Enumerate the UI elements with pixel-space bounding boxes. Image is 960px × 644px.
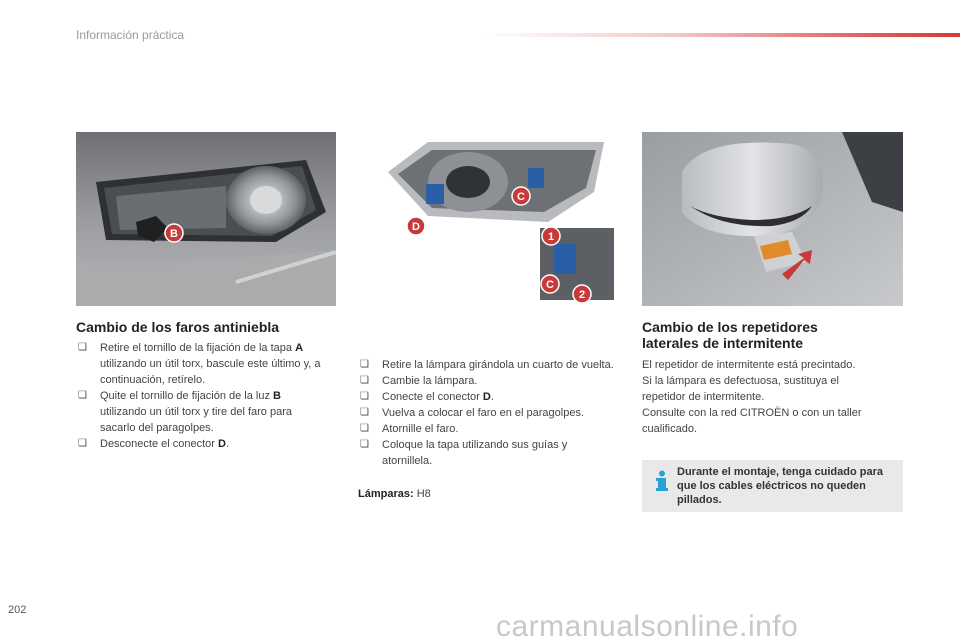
- side-mirror-photo: [642, 132, 903, 306]
- repeaters-paragraph: [642, 357, 904, 437]
- header-accent-bar: [480, 33, 960, 37]
- svg-text:D: D: [412, 221, 420, 233]
- list-item: ❑ Retire la lámpara girándola un cuarto de vuelta.: [360, 359, 614, 371]
- bullet-mark-icon: ❑: [360, 375, 369, 386]
- bullet-mark-icon: ❑: [78, 342, 87, 353]
- fog-light-photo: [76, 132, 336, 306]
- lamps-label: Lámparas:: [358, 488, 414, 500]
- list-item: ❑ Atornille el faro.: [360, 423, 459, 435]
- paragraph-line: Si la lámpara es defectuosa, sustituya el: [642, 375, 839, 387]
- bullet-mark-icon: ❑: [78, 390, 87, 401]
- bullet-mark-icon: ❑: [78, 438, 87, 449]
- note-text: Durante el montaje, tenga cuidado para que los cables eléctricos no queden pillados.: [677, 466, 883, 506]
- middle-steps-list: [358, 357, 618, 469]
- list-item: ❑ Vuelva a colocar el faro en el paragolpes.: [360, 407, 584, 419]
- bullet-mark-icon: ❑: [360, 391, 369, 402]
- bullet-mark-icon: ❑: [360, 407, 369, 418]
- watermark: carmanualsonline.info: [496, 610, 799, 643]
- lamp-unit-photo: [368, 132, 614, 306]
- section-title: Información práctica: [76, 28, 185, 42]
- paragraph-line: cualificado.: [642, 423, 698, 435]
- info-icon: [655, 470, 669, 492]
- paragraph-line: Consulte con la red CITROËN o con un taller: [642, 407, 862, 419]
- fog-title: Cambio de los faros antiniebla: [76, 319, 280, 335]
- paragraph-line: El repetidor de intermitente está precintado.: [642, 359, 856, 371]
- list-item: ❑ Cambie la lámpara.: [360, 375, 478, 387]
- list-item: ❑ Conecte el conector D.: [360, 391, 494, 403]
- svg-text:C: C: [546, 279, 554, 291]
- paragraph-line: repetidor de intermitente.: [642, 391, 765, 403]
- svg-text:C: C: [517, 191, 525, 203]
- list-item: ❑ Quite el tornillo de fijación de la luz B utilizando un útil torx y tire del faro para sacarlo del paragolpes.: [78, 390, 292, 434]
- svg-text:1: 1: [547, 231, 555, 243]
- repeaters-title-line2: laterales de intermitente: [642, 335, 804, 351]
- svg-text:2: 2: [578, 289, 586, 301]
- fog-steps-list: [76, 340, 330, 452]
- repeaters-title-line1: Cambio de los repetidores: [642, 319, 818, 335]
- note-box: [642, 460, 903, 512]
- repeaters-title: [642, 319, 818, 351]
- bullet-mark-icon: ❑: [360, 439, 369, 450]
- list-item: ❑ Desconecte el conector D.: [78, 438, 230, 450]
- page-number: 202: [8, 604, 27, 616]
- list-item: ❑ Coloque la tapa utilizando sus guías y atornillela.: [360, 439, 568, 467]
- lamps-spec: [358, 488, 431, 500]
- lamps-value: H8: [413, 488, 431, 500]
- callout-b-label: B: [170, 228, 178, 240]
- bullet-mark-icon: ❑: [360, 423, 369, 434]
- bullet-mark-icon: ❑: [360, 359, 369, 370]
- list-item: ❑ Retire el tornillo de la fijación de la tapa A utilizando un útil torx, bascule este último y, a continuación, retírelo.: [78, 342, 321, 386]
